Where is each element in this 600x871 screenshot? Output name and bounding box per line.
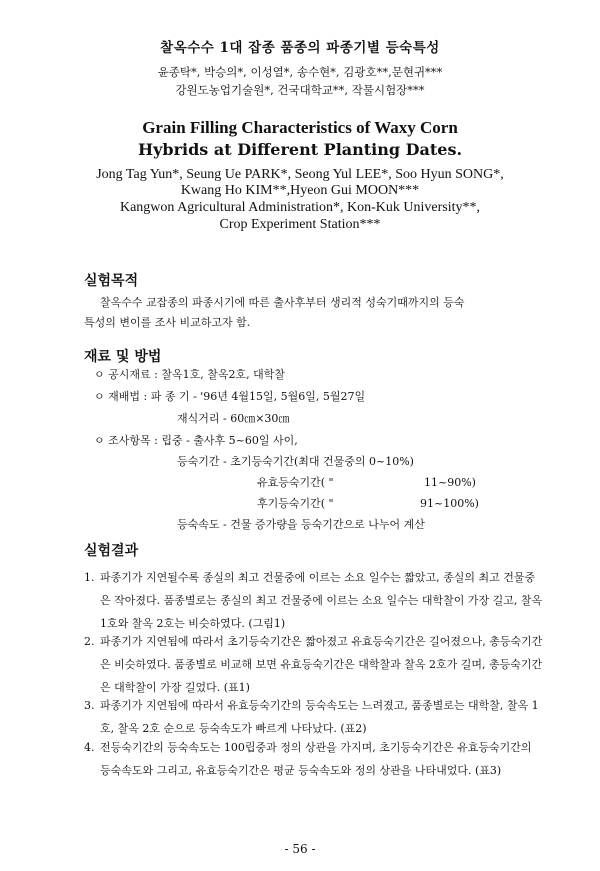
methods-effective-period: 유효등숙기간( " xyxy=(257,476,334,489)
result-item-number: 2. xyxy=(84,635,95,648)
english-authors-line-1: Jong Tag Yun*, Seung Ue PARK*, Seong Yul LEE*, Soo Hyun SONG*, xyxy=(96,167,504,182)
purpose-text-line-2: 특성의 변이를 조사 비교하고자 함. xyxy=(84,316,251,329)
purpose-text-line-1: 찰옥수수 교잡종의 파종시기에 따른 출사후부터 생리적 성숙기때까지의 등숙 xyxy=(100,296,465,309)
methods-late-period: 후기등숙기간( " xyxy=(257,497,334,510)
result-item xyxy=(84,736,544,782)
result-item-number: 1. xyxy=(84,571,95,584)
section-heading-results: 실험결과 xyxy=(84,543,139,559)
english-authors-line-2: Kwang Ho KIM**,Hyeon Gui MOON*** xyxy=(180,183,420,198)
methods-filling-rate: 등숙속도 - 건물 증가량을 등숙기간으로 나누어 계산 xyxy=(177,518,425,531)
result-item xyxy=(84,566,544,635)
result-item-text: 파종기가 지연될수록 종실의 최고 건물중에 이르는 소요 일수는 짧았고, 종실의 최고 건물중은 작아졌다. 품종별로는 종실의 최고 건물중에 이르는 소요 일수는 대학찰이 가장 길고, 찰옥 1호와 찰옥 2호는 비슷하였다. (그림1) xyxy=(100,571,543,630)
methods-filling-period: 등숙기간 - 초기등숙기간(최대 건물중의 0~10%) xyxy=(177,455,414,468)
result-item-text: 파종기가 지연됨에 따라서 유효등숙기간의 등숙속도는 느려졌고, 품종별로는 대학찰, 찰옥 1호, 찰옥 2호 순으로 등숙속도가 빠르게 나타났다. (표2) xyxy=(100,699,539,735)
methods-late-range: 91~100%) xyxy=(420,497,479,510)
result-item xyxy=(84,694,544,740)
result-item xyxy=(84,630,544,699)
section-heading-purpose: 실험목적 xyxy=(84,273,139,289)
result-item-number: 4. xyxy=(84,741,95,754)
result-item-text: 전등숙기간의 등숙속도는 100립중과 정의 상관을 가지며, 초기등숙기간은 유효등숙기간의 등숙속도와 그리고, 유효등숙기간은 평균 등숙속도와 정의 상관을 나타내었다. (표3) xyxy=(100,741,532,777)
methods-material: ㅇ 공시재료 : 찰옥1호, 찰옥2호, 대학찰 xyxy=(94,368,285,381)
page-number: - 56 - xyxy=(284,842,316,856)
english-title-line-1: Grain Filling Characteristics of Waxy Corn xyxy=(142,118,458,137)
korean-title: 찰옥수수 1대 잡종 품종의 파종기별 등숙특성 xyxy=(160,40,440,56)
english-affiliation-line-2: Crop Experiment Station*** xyxy=(219,217,381,232)
section-heading-methods: 재료 및 방법 xyxy=(84,349,162,365)
korean-affiliations: 강원도농업기술원*, 건국대학교**, 작물시험장*** xyxy=(175,83,425,97)
english-affiliation-line-1: Kangwon Agricultural Administration*, Kon-Kuk University**, xyxy=(119,200,481,215)
methods-effective-range: 11~90%) xyxy=(424,476,476,489)
methods-survey-items: ㅇ 조사항목 : 립중 - 출사후 5~60일 사이, xyxy=(94,434,298,447)
english-title-line-2: Hybrids at Different Planting Dates. xyxy=(137,140,463,159)
result-item-number: 3. xyxy=(84,699,95,712)
methods-cultivation: ㅇ 재배법 : 파 종 기 - '96년 4월15일, 5월6일, 5월27일 xyxy=(94,390,366,403)
result-item-text: 파종기가 지연됨에 따라서 초기등숙기간은 짧아졌고 유효등숙기간은 길어졌으나, 총등숙기간은 비슷하였다. 품종별로 비교해 보면 유효등숙기간은 대학찰과 찰옥 2호가 길며, 총등숙기간은 대학찰이 가장 길었다. (표1) xyxy=(100,635,543,694)
methods-spacing: 재식거리 - 60㎝×30㎝ xyxy=(177,412,290,425)
korean-authors: 윤종탁*, 박승의*, 이성열*, 송수현*, 김광호**,문현귀*** xyxy=(157,65,443,79)
